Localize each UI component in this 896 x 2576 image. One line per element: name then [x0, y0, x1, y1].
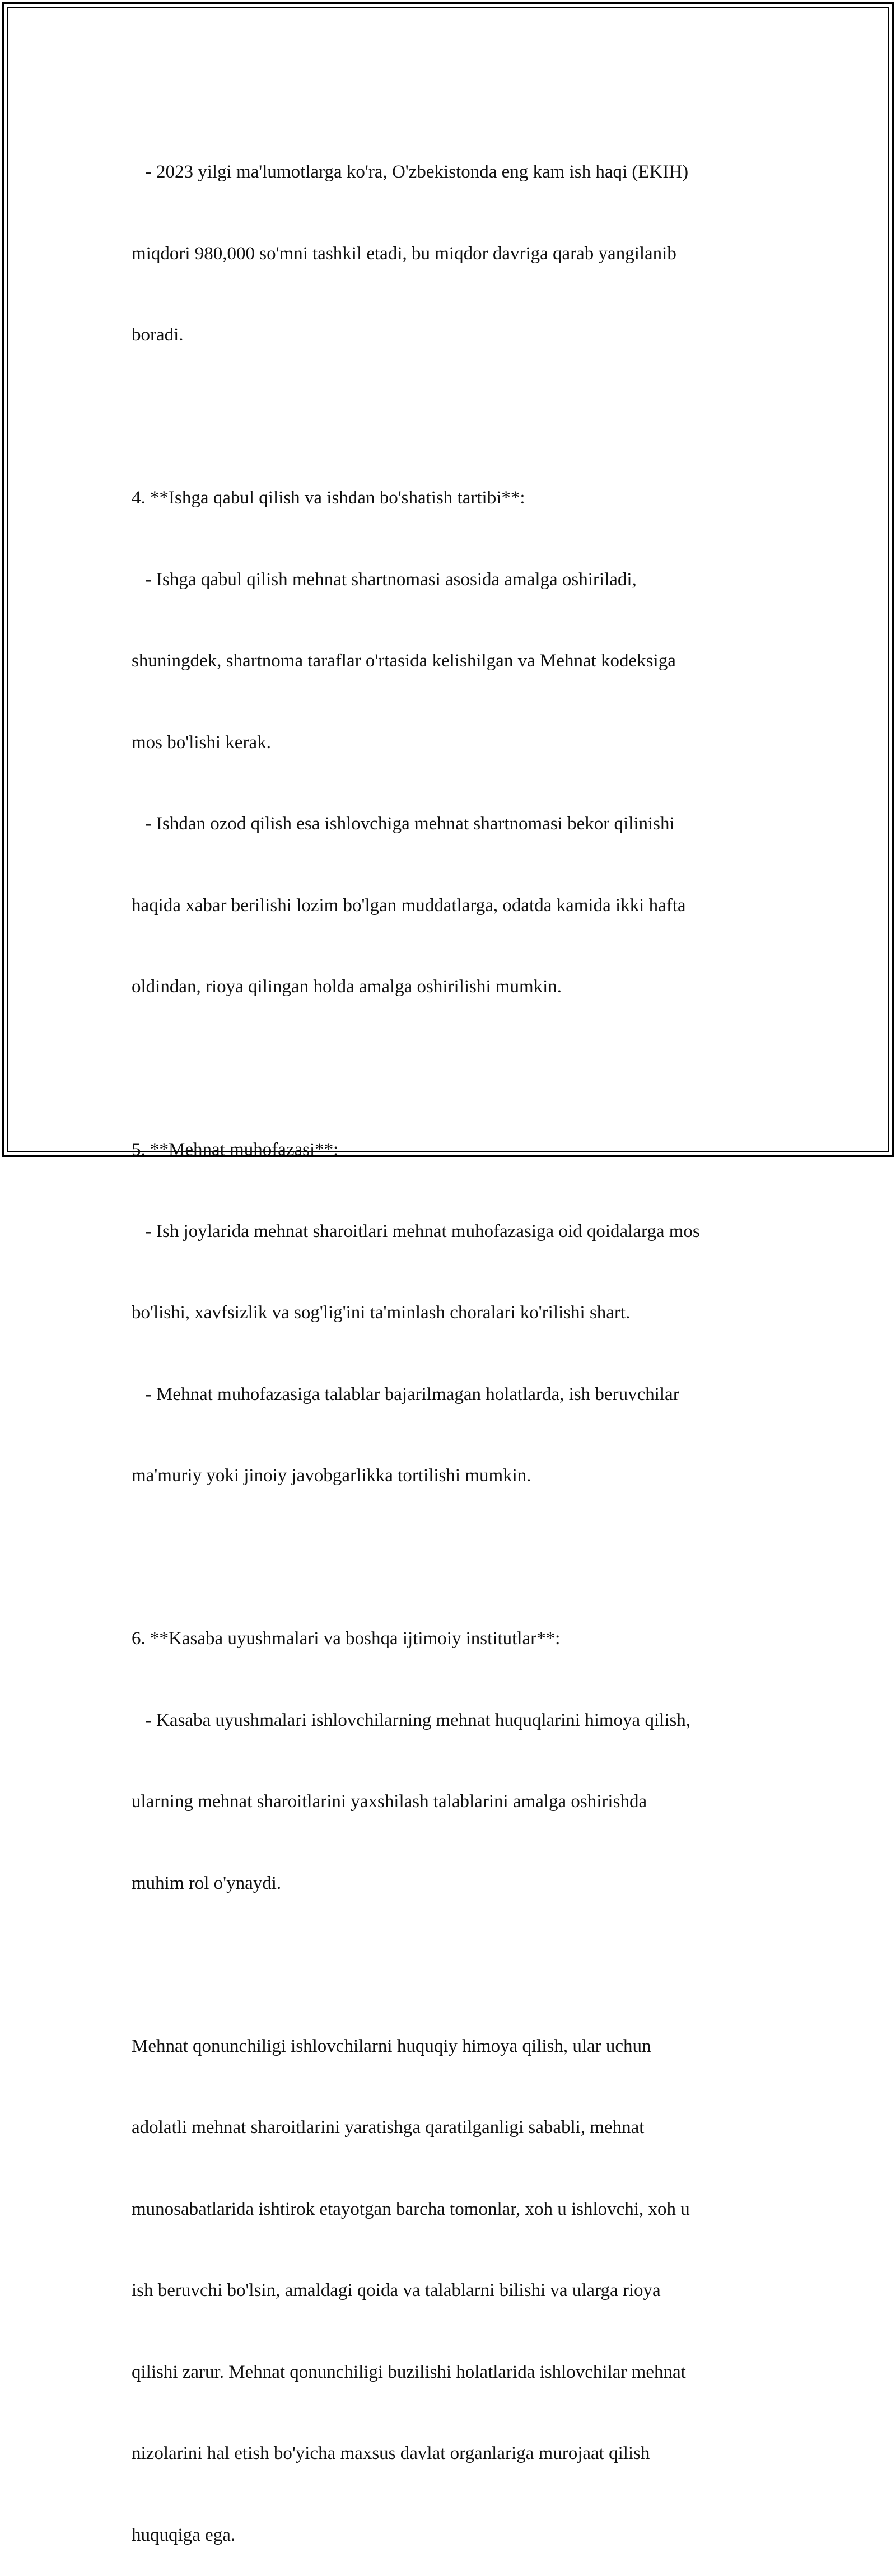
text-line: qilishi zarur. Mehnat qonunchiligi buzilishi holatlarida ishlovchilar mehnat: [132, 2362, 686, 2382]
text-line: nizolarini hal etish bo'yicha maxsus davlat organlariga murojaat qilish: [132, 2443, 650, 2463]
section-heading: 4. **Ishga qabul qilish va ishdan bo'shatish tartibi**:: [132, 488, 525, 508]
blank-line: [132, 1055, 776, 1082]
text-line: shuningdek, shartnoma taraflar o'rtasida kelishilgan va Mehnat kodeksiga: [132, 651, 676, 671]
blank-line: [132, 403, 776, 431]
text-line: - Kasaba uyushmalari ishlovchilarning mehnat huquqlarini himoya qilish,: [132, 1710, 691, 1730]
section-heading: 5. **Mehnat muhofazasi**:: [132, 1140, 339, 1160]
text-line: - 2023 yilgi ma'lumotlarga ko'ra, O'zbekistonda eng kam ish haqi (EKIH): [132, 162, 689, 182]
text-line: huquqiga ega.: [132, 2524, 236, 2545]
document-body: [132, 104, 776, 2576]
text-line: mos bo'lishi kerak.: [132, 732, 271, 753]
text-line: ish beruvchi bo'lsin, amaldagi qoida va talablarni bilishi va ularga rioya: [132, 2280, 661, 2300]
text-line: - Mehnat muhofazasiga talablar bajarilmagan holatlarda, ish beruvchilar: [132, 1384, 679, 1404]
text-line: munosabatlarida ishtirok etayotgan barcha tomonlar, xoh u ishlovchi, xoh u: [132, 2199, 690, 2219]
blank-line: [132, 1544, 776, 1571]
text-line: ularning mehnat sharoitlarini yaxshilash talablarini amalga oshirishda: [132, 1791, 647, 1812]
text-line: Mehnat qonunchiligi ishlovchilarni huquqiy himoya qilish, ular uchun: [132, 2036, 651, 2056]
text-line: miqdori 980,000 so'mni tashkil etadi, bu miqdor davriga qarab yangilanib: [132, 243, 676, 264]
text-line: - Ishga qabul qilish mehnat shartnomasi asosida amalga oshiriladi,: [132, 569, 637, 590]
blank-line: [132, 1951, 776, 1978]
text-line: adolatli mehnat sharoitlarini yaratishga qaratilganligi sababli, mehnat: [132, 2117, 645, 2138]
text-line: - Ishdan ozod qilish esa ishlovchiga mehnat shartnomasi bekor qilinishi: [132, 814, 675, 834]
text-line: oldindan, rioya qilingan holda amalga oshirilishi mumkin.: [132, 977, 562, 997]
text-line: bo'lishi, xavfsizlik va sog'lig'ini ta'minlash choralari ko'rilishi shart.: [132, 1303, 631, 1323]
text-line: muhim rol o'ynaydi.: [132, 1873, 282, 1893]
text-line: - Ish joylarida mehnat sharoitlari mehnat muhofazasiga oid qoidalarga mos: [132, 1221, 700, 1242]
text-line: haqida xabar berilishi lozim bo'lgan muddatlarga, odatda kamida ikki hafta: [132, 895, 686, 916]
text-line: boradi.: [132, 325, 184, 345]
section-heading: 6. **Kasaba uyushmalari va boshqa ijtimoiy institutlar**:: [132, 1628, 561, 1649]
text-line: ma'muriy yoki jinoiy javobgarlikka tortilishi mumkin.: [132, 1466, 531, 1486]
